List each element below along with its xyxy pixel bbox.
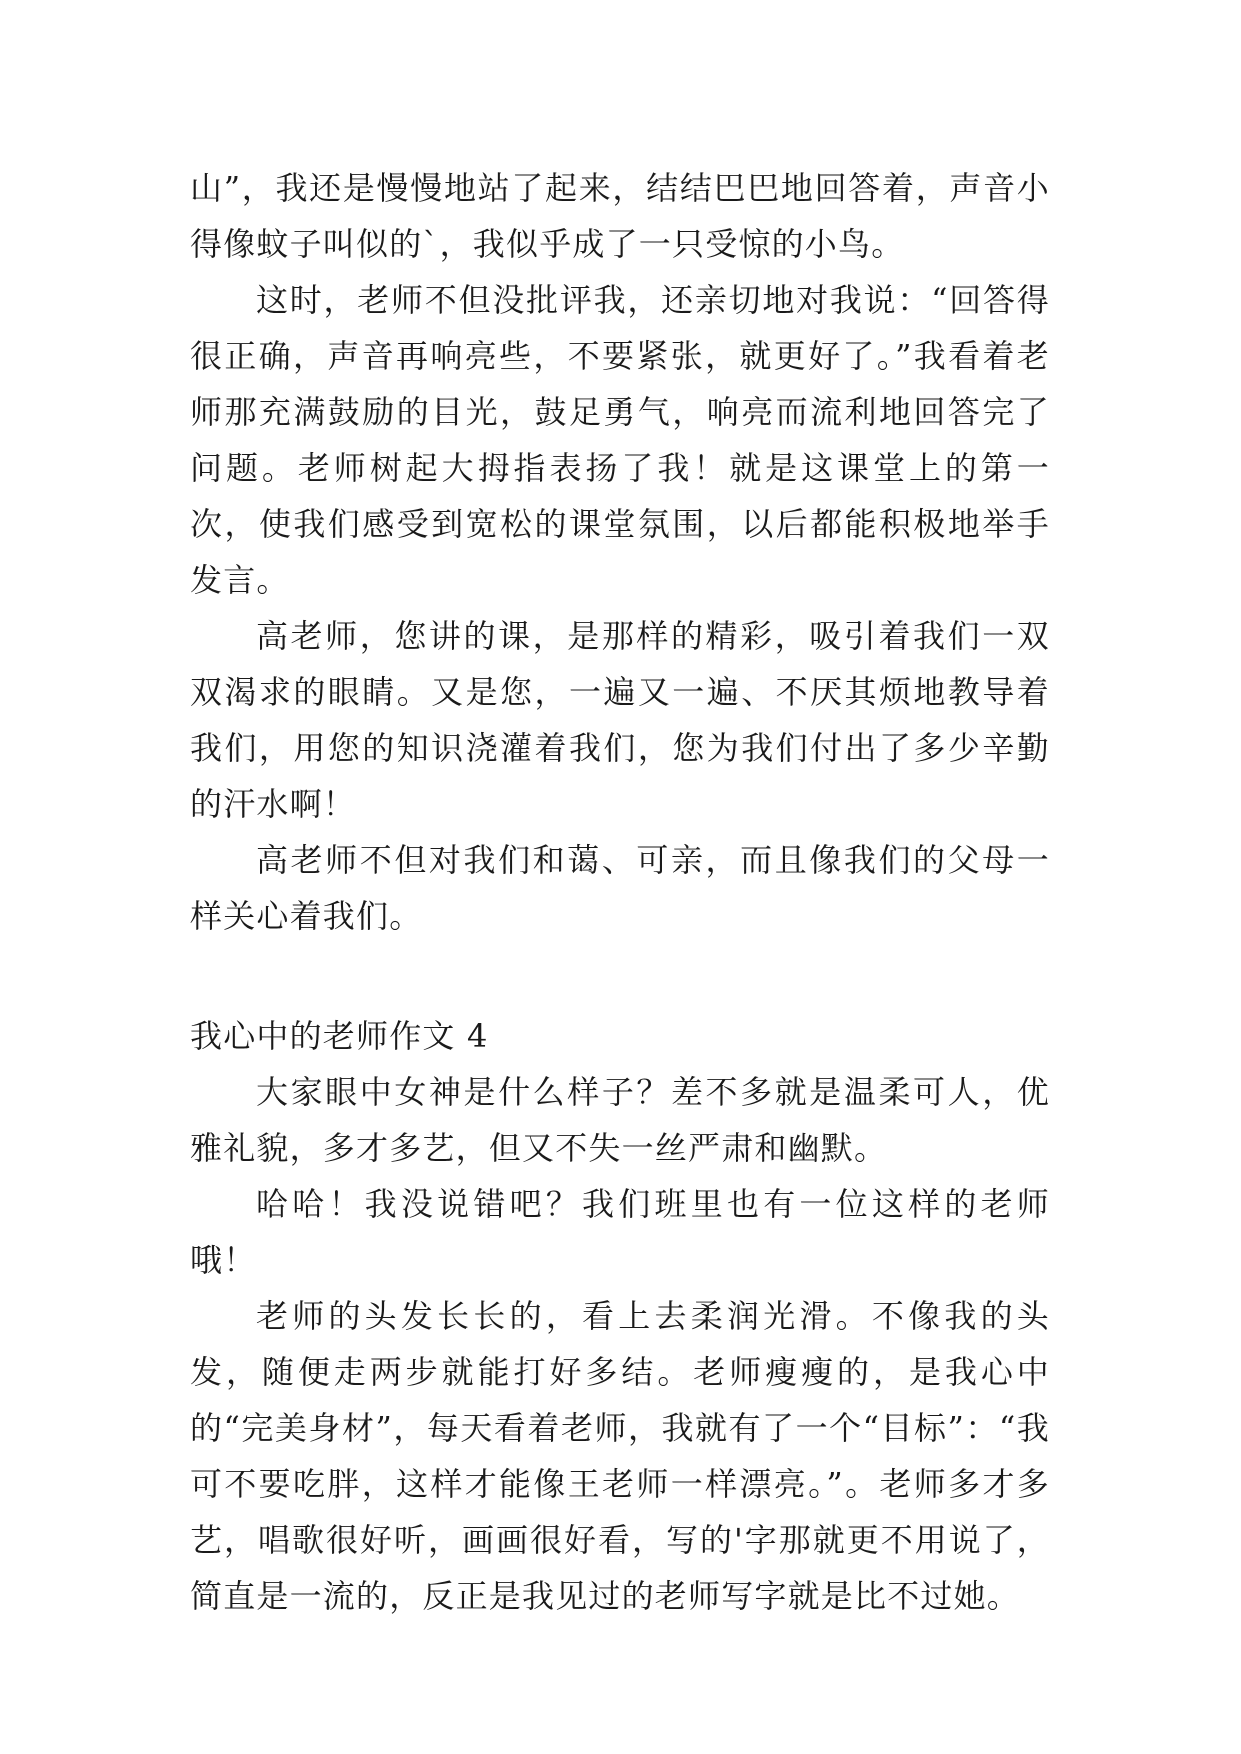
paragraph-7: 老师的头发长长的，看上去柔润光滑。不像我的头发，随便走两步就能打好多结。老师瘦瘦的，是我心中的“完美身材”，每天看着老师，我就有了一个“目标”：“我可不要吃胖，这样才能像王老师一样漂亮。”。老师多才多艺，唱歌很好听，画画很好看，写的'字那就更不用说了，简直是一流的，反正是我见过的老师写字就是比不过她。 — [190, 1297, 1050, 1615]
paragraph-4: 高老师不但对我们和蔼、可亲，而且像我们的父母一样关心着我们。 — [190, 841, 1050, 935]
paragraph-3: 高老师，您讲的课，是那样的精彩，吸引着我们一双双渴求的眼睛。又是您，一遍又一遍、不厌其烦地教导着我们，用您的知识浇灌着我们，您为我们付出了多少辛勤的汗水啊！ — [190, 617, 1050, 823]
section-title: 我心中的老师作文 4 — [190, 1017, 489, 1055]
paragraph-5: 大家眼中女神是什么样子？差不多就是温柔可人，优雅礼貌，多才多艺，但又不失一丝严肃和幽默。 — [190, 1073, 1050, 1167]
paragraph-6: 哈哈！我没说错吧？我们班里也有一位这样的老师哦！ — [190, 1185, 1050, 1279]
paragraph-2: 这时，老师不但没批评我，还亲切地对我说：“回答得很正确，声音再响亮些，不要紧张，就更好了。”我看着老师那充满鼓励的目光，鼓足勇气，响亮而流利地回答完了问题。老师树起大拇指表扬了我！就是这课堂上的第一次，使我们感受到宽松的课堂氛围，以后都能积极地举手发言。 — [190, 281, 1050, 599]
document-page — [190, 160, 1050, 1624]
paragraph-1: 山”，我还是慢慢地站了起来，结结巴巴地回答着，声音小得像蚊子叫似的`，我似乎成了一只受惊的小鸟。 — [190, 169, 1050, 263]
